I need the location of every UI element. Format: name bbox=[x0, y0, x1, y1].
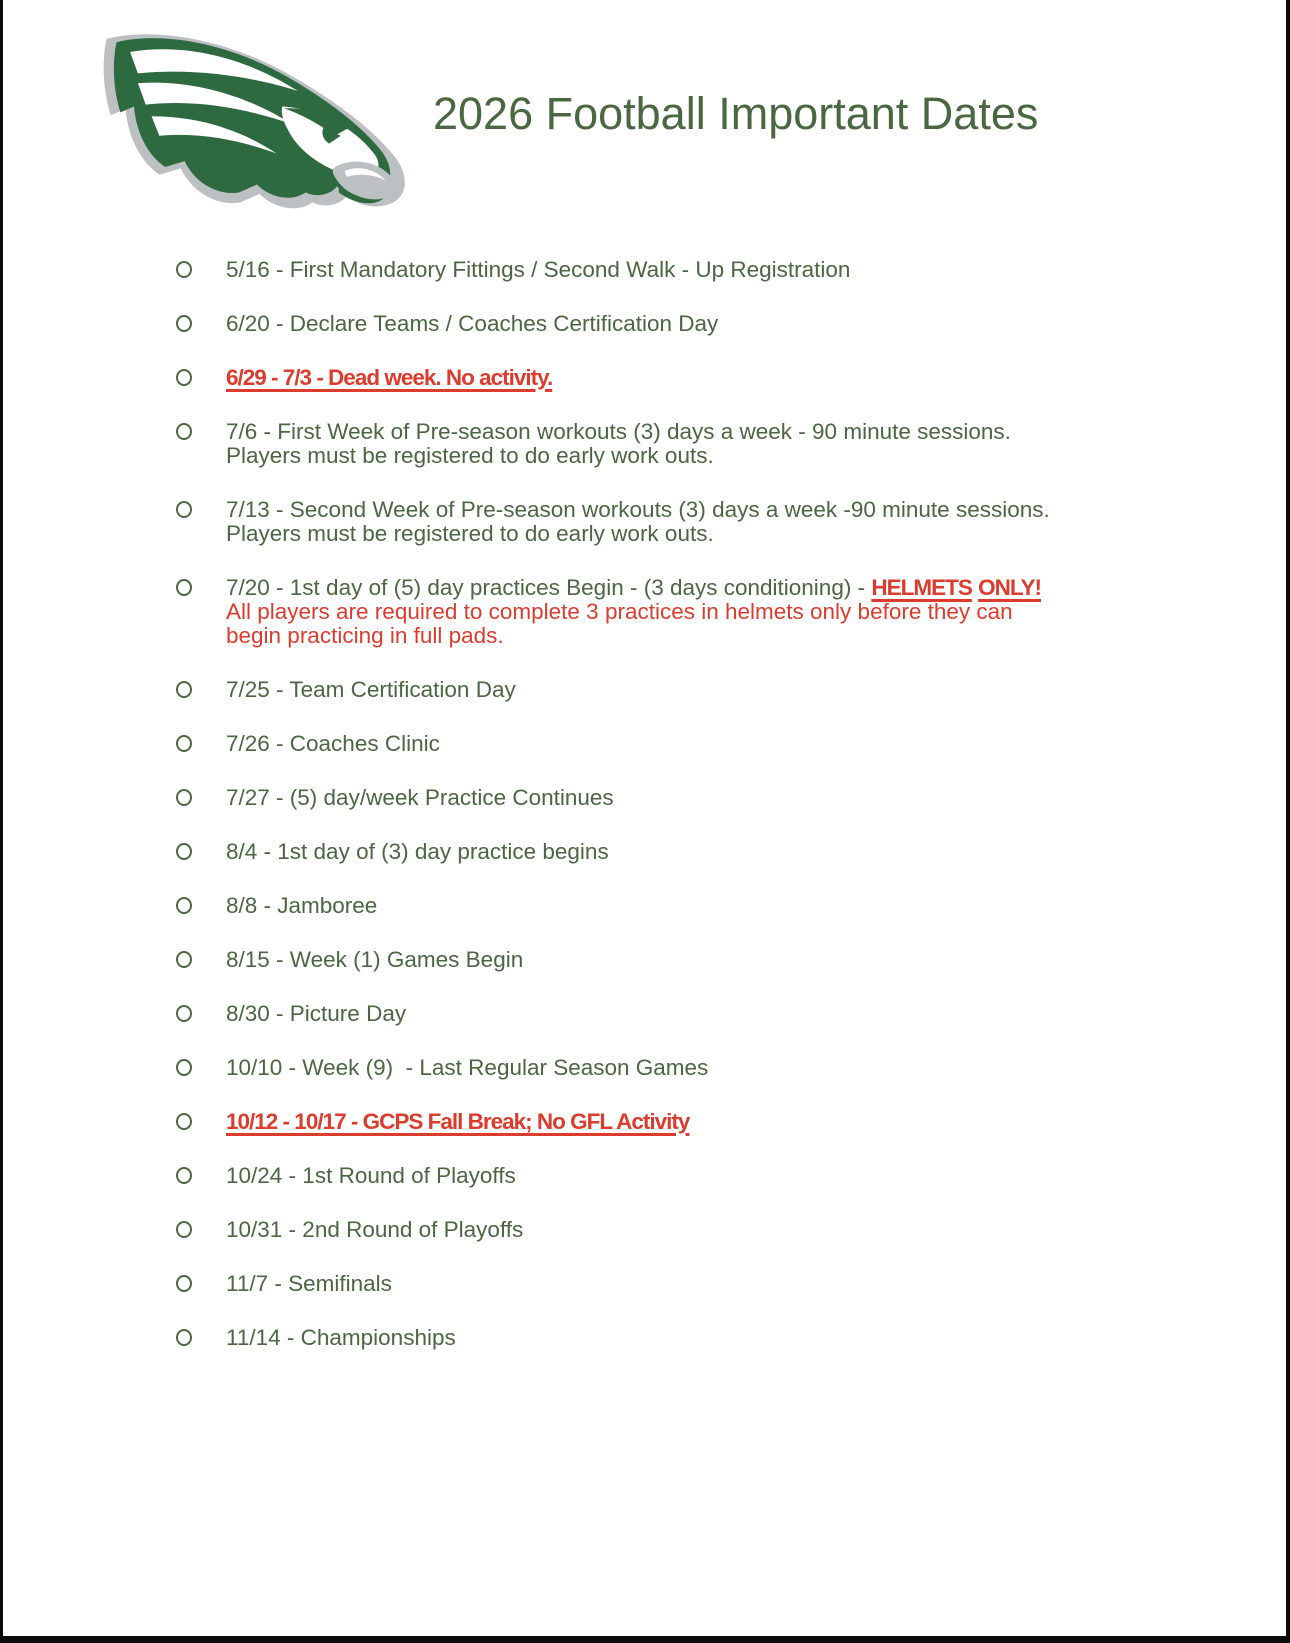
event-item bbox=[176, 498, 1286, 546]
event-text bbox=[226, 1056, 708, 1080]
event-item bbox=[176, 786, 1286, 810]
bullet-circle-icon bbox=[176, 951, 192, 968]
event-item bbox=[176, 1326, 1286, 1350]
event-text-segment: 11/14 - Championships bbox=[226, 1325, 456, 1350]
event-item bbox=[176, 1272, 1286, 1296]
bullet-circle-icon bbox=[176, 1167, 192, 1184]
event-text-segment: ONLY! bbox=[978, 575, 1042, 600]
bullet-circle-icon bbox=[176, 1059, 192, 1076]
bullet-circle-icon bbox=[176, 261, 192, 278]
event-text bbox=[226, 894, 377, 918]
event-text bbox=[226, 366, 552, 390]
event-text bbox=[226, 1326, 456, 1350]
event-text-segment: Players must be registered to do early work outs. bbox=[226, 521, 714, 546]
event-text bbox=[226, 498, 1050, 546]
event-item bbox=[176, 1056, 1286, 1080]
header bbox=[3, 0, 1286, 226]
event-item bbox=[176, 1218, 1286, 1242]
event-text bbox=[226, 678, 516, 702]
bullet-circle-icon bbox=[176, 1005, 192, 1022]
bullet-circle-icon bbox=[176, 897, 192, 914]
event-item bbox=[176, 894, 1286, 918]
event-text-segment: 11/7 - Semifinals bbox=[226, 1271, 392, 1296]
event-item bbox=[176, 258, 1286, 282]
event-text-segment: HELMETS bbox=[871, 575, 972, 600]
event-text-segment: 10/31 - 2nd Round of Playoffs bbox=[226, 1217, 524, 1242]
event-text bbox=[226, 1110, 689, 1134]
event-item bbox=[176, 732, 1286, 756]
event-text bbox=[226, 1218, 523, 1242]
event-text-segment: 7/13 - Second Week of Pre-season workouts (3) days a week -90 minute sessions. bbox=[226, 497, 1050, 522]
event-item bbox=[176, 366, 1286, 390]
event-text-segment: 10/10 - Week (9) - Last Regular Season Games bbox=[226, 1055, 709, 1080]
event-item bbox=[176, 840, 1286, 864]
event-text bbox=[226, 576, 1041, 648]
event-text bbox=[226, 732, 440, 756]
event-text-segment: 10/12 - 10/17 - GCPS Fall Break; No GFL Activity bbox=[226, 1109, 690, 1134]
event-text-segment: 5/16 - First Mandatory Fittings / Second Walk - Up Registration bbox=[226, 257, 851, 282]
bullet-circle-icon bbox=[176, 1221, 192, 1238]
event-text bbox=[226, 1272, 392, 1296]
event-text bbox=[226, 1164, 516, 1188]
bullet-circle-icon bbox=[176, 423, 192, 440]
page-title: 2026 Football Important Dates bbox=[433, 88, 1039, 139]
events-list bbox=[176, 258, 1286, 1350]
event-text-segment: 8/8 - Jamboree bbox=[226, 893, 378, 918]
event-text-segment: 7/6 - First Week of Pre-season workouts (3) days a week - 90 minute sessions. bbox=[226, 419, 1011, 444]
event-text-segment: 8/4 - 1st day of (3) day practice begins bbox=[226, 839, 609, 864]
event-text-segment: 7/20 - 1st day of (5) day practices Begin - (3 days conditioning) - bbox=[226, 575, 872, 600]
event-text-segment: 8/30 - Picture Day bbox=[226, 1001, 407, 1026]
event-text bbox=[226, 786, 614, 810]
event-text-segment: Players must be registered to do early work outs. bbox=[226, 443, 714, 468]
bullet-circle-icon bbox=[176, 789, 192, 806]
bullet-circle-icon bbox=[176, 579, 192, 596]
event-text bbox=[226, 840, 609, 864]
event-text-segment: 7/26 - Coaches Clinic bbox=[226, 731, 440, 756]
bullet-circle-icon bbox=[176, 1329, 192, 1346]
eagle-head-logo bbox=[95, 30, 407, 226]
event-item bbox=[176, 576, 1286, 648]
event-text-segment: 10/24 - 1st Round of Playoffs bbox=[226, 1163, 516, 1188]
bullet-circle-icon bbox=[176, 1113, 192, 1130]
event-text-segment: 7/25 - Team Certification Day bbox=[226, 677, 516, 702]
bullet-circle-icon bbox=[176, 315, 192, 332]
event-text-segment: begin practicing in full pads. bbox=[226, 623, 504, 648]
bullet-circle-icon bbox=[176, 501, 192, 518]
bullet-circle-icon bbox=[176, 843, 192, 860]
event-item bbox=[176, 1164, 1286, 1188]
event-item bbox=[176, 420, 1286, 468]
event-item bbox=[176, 1110, 1286, 1134]
event-item bbox=[176, 1002, 1286, 1026]
event-text bbox=[226, 258, 850, 282]
event-item bbox=[176, 312, 1286, 336]
event-text bbox=[226, 312, 718, 336]
event-text bbox=[226, 1002, 406, 1026]
bullet-circle-icon bbox=[176, 681, 192, 698]
event-text-segment: 7/27 - (5) day/week Practice Continues bbox=[226, 785, 614, 810]
bullet-circle-icon bbox=[176, 735, 192, 752]
bullet-circle-icon bbox=[176, 1275, 192, 1292]
event-text-segment: 6/29 - 7/3 - Dead week. No activity. bbox=[226, 365, 553, 390]
event-text bbox=[226, 948, 523, 972]
event-text-segment: 8/15 - Week (1) Games Begin bbox=[226, 947, 524, 972]
event-text bbox=[226, 420, 1011, 468]
event-text-segment: All players are required to complete 3 practices in helmets only before they can bbox=[226, 599, 1013, 624]
event-item bbox=[176, 948, 1286, 972]
event-text-segment: 6/20 - Declare Teams / Coaches Certification Day bbox=[226, 311, 719, 336]
event-item bbox=[176, 678, 1286, 702]
bullet-circle-icon bbox=[176, 369, 192, 386]
